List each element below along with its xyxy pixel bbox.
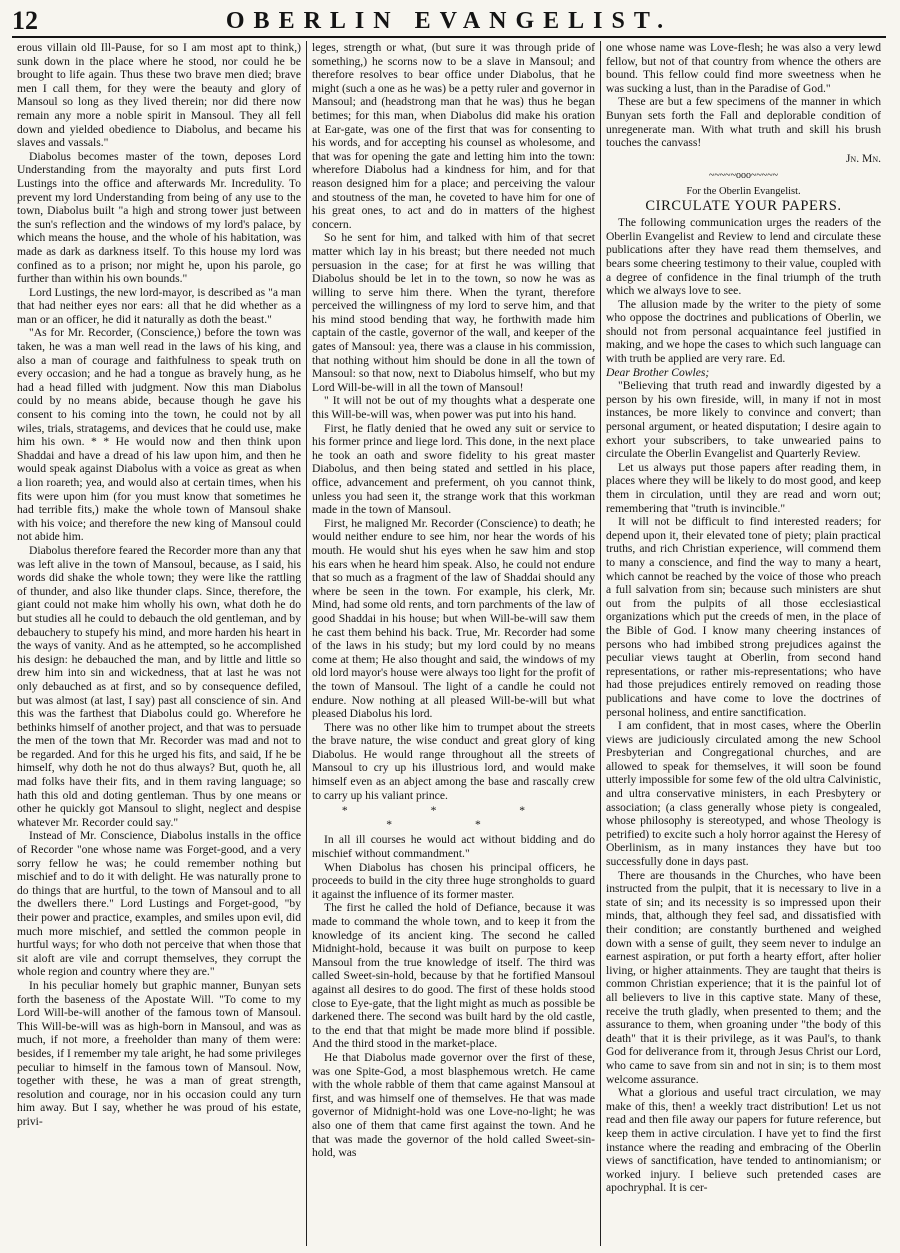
paragraph: These are but a few specimens of the manner in which Bunyan sets forth the Fall and deplorable condition of unregenerate man. With what truth and skill his brush touches the canvass!: [606, 95, 881, 150]
paragraph: Diabolus becomes master of the town, deposes Lord Understanding from the mayoralty and puts first Lord Lustings into the office and afterwards Mr. Incredulity. To prevent my lord Understanding from being of any use to the town, Diabolus built "a high and strong tower just between the sun's reflection and the windows of my lord's palace, by which means the house, and the whole of his habitation, was made as dark as darkness itself. To this house my lord was confined as to a prison; nor might he, upon his parole, go further than within his own bounds.": [17, 149, 301, 286]
paragraph: There are thousands in the Churches, who have been instructed from the pulpit, that it is necessary to live in a state of sin; and its necessity is so impressed upon their minds, that, although they feel sad, and dissatisfied with their condition; are constantly burthened and weighed down with a sense of guilt, they seem never to indulge an earnest aspiration, or put forth a hearty effort, after holier living, or higher attainments. They are taught that theirs is common Christian experience; that it is the painful lot of all believers to live in this captive state. Many of these, receive the truth gladly, when presented to them; and the assurance to them, when groaning under "the body of this death" that it is their privilege, as it was Paul's, to thank God for deliverance from it, through Jesus Christ our Lord, who came to save from sin and not in sin; is to them most welcome assurance.: [606, 868, 881, 1086]
paragraph: The first he called the hold of Defiance, because it was made to command the whole town, and to keep it from the knowledge of its ancient king. The second he called Midnight-hold, because it was built on purpose to keep Mansoul from the true knowledge of itself. The third was called Sweet-sin-hold, because by that he fortified Mansoul against all desires to do good. The first of these holds stood close to Eye-gate, that the light might as much as possible be darkened there. The second was built hard by the old castle, to the end that that might be made more blind if possible. And the third stood in the market-place.: [312, 901, 595, 1051]
paragraph: I am confident, that in most cases, where the Oberlin views are judiciously circulated among the new School Presbyterian and Congregational churches, and are allowed to speak for themselves, it will soon be found utterly impossible for some few of the old ultra Calvinistic, and ultra conservative ministers, in each Presbytery or association; (a class generally whose piety is congealed, whose philosophy is stereotyped, and whose Theology is petrified) to excite such a holy horror against the Heresy of Oberlinism, as in many instances they have but too successfully done in days past.: [606, 719, 881, 869]
paragraph: When Diabolus has chosen his principal officers, he proceeds to build in the city three huge strongholds to guard it against the influence of its former master.: [312, 860, 595, 901]
paragraph: In all ill courses he would act without bidding and do mischief without commandment.": [312, 833, 595, 861]
article-attribution: For the Oberlin Evangelist.: [686, 185, 801, 197]
paragraph: " It will not be out of my thoughts what a desperate one this Will-be-will was, when power was put into his hand.: [312, 394, 595, 422]
paragraph: Lord Lustings, the new lord-mayor, is described as "a man that had neither eyes nor ears: all that he did whether as a man or an officer, he did it naturally as doth the beast.": [17, 285, 301, 326]
letter-salutation: Dear Brother Cowles;: [606, 365, 710, 379]
paragraph: There was no other like him to trumpet about the streets the brave nature, the wise conduct and great glory of king Diabolus. He would range throughout all the streets of Mansoul to cry up his illustrious lord, and would make himself even as an abject among the base and rascally crew to carry up his valiant prince.: [312, 720, 595, 802]
paragraph: Instead of Mr. Conscience, Diabolus installs in the office of Recorder "one whose name was Forget-good, and a very sorry fellow he was; he could remember nothing but mischief and to do it with delight. He was naturally prone to do things that are hurtful, to the town of Mansoul and to all the dwellers there." Lord Lustings and Forget-good, "by their power and practice, examples, and smiles upon evil, did much more mischief, and settled the common people in hurtful ways; for who doth not perceive that when those that sit aloft are vile and corrupt themselves, they corrupt the whole region and country where they are.": [17, 829, 301, 979]
ornamental-divider: ~~~~~ooo~~~~~: [708, 170, 779, 182]
paragraph: He that Diabolus made governor over the first of these, was one Spite-God, a most blasphemous wretch. He came with the whole rabble of them that came against Mansoul at first, and was himself one of themselves. He that was made governor of Midnight-hold was one Love-no-light; he was also one of them that came first against the town. And he that was made the governor of the hold called Sweet-sin-hold, was: [312, 1050, 595, 1160]
paragraph: Diabolus therefore feared the Recorder more than any that was left alive in the town of Mansoul, because, as I said, his words did shake the whole town; they were like the rattling of thunder, and also like thunder claps. Since, therefore, the giant could not make him wholly his own, what doth he do but studies all he could to debauch the old gentleman, and by debauchery to stupefy his mind, and more harden his heart in the ways of vanity. And as he attempted, so he accomplished his design: he debauched the man, and by little and little so drew him into sin and wickedness, that at last he was not only debauched as at first, and so by consequence defiled, but was almost (at last, I say) past all conscience of sin. And this was the farthest that Diabolus could go. Wherefore he bethinks himself of another project, and that was to persuade the men of the town that Mr. Recorder was mad and not to be regarded. And for this he urged his fits, and said, If he be himself, why doth he not do thus always? But, quoth he, all mad folks have their fits, and in them raving language; so hath this old and doting gentleman. Thus by one means or other he quickly got Mansoul to slight, neglect and despise whatever Mr. Recorder could say.": [17, 543, 301, 829]
article-columns: [12, 41, 886, 1246]
paragraph: Let us always put those papers after reading them, in places where they will be likely to do most good, and keep them in circulation, until they are read and worn out; remembering that "truth is invincible.": [606, 460, 881, 515]
column-1: [12, 41, 306, 1246]
paragraph: "As for Mr. Recorder, (Conscience,) before the town was taken, he was a man well read in the laws of his king, and also a man of courage and faithfulness to speak truth on every occasion; and he had a tongue as bravely hung, as he had a head filled with judgment. Now this man Diabolus could by no means abide, because though he gave his consent to his coming into the town, he could not by all wiles, trials, stratagems, and devices that he could use, make him his own. * * He would now and then think upon Shaddai and have a dread of his law upon him, and then he would speak against Diabolus with a voice as great as when a lion roareth; yea, and would also at certain times, when his fits were upon him (for you must know that sometimes he had terrible fits,) make the whole town of Mansoul shake with his voice; and therefore the new king of Mansoul could not abide him.: [17, 326, 301, 544]
paragraph: The allusion made by the writer to the piety of some who oppose the doctrines and publications of Oberlin, we should not from personal acquaintance feel justified in making, and we hope the cases to which such language can with truth be applied are very rare. Ed.: [606, 297, 881, 366]
paragraph: leges, strength or what, (but sure it was through pride of something,) he scorns now to be a slave in Mansoul; and therefore resolves to bear office under Diabolus, that he might (such a one as he was) be a petty ruler and governor in Mansoul; and (headstrong man that he was) thus he began betimes; for this man, when Diabolus did make his oration at Ear-gate, was one of the first that was for consenting to his words, and for accepting his counsel as wholesome, and that was for opening the gate and letting him into the town: wherefore Diabolus had a kindness for him, and for that reason designed him for a place; and perceiving the valour and stoutness of the man, he coveted to have him for one of his great ones, to act and do in matters of the highest concern.: [312, 41, 595, 231]
masthead-title: OBERLIN EVANGELIST.: [225, 7, 673, 34]
page-number: 12: [12, 6, 38, 35]
column-2: [306, 41, 600, 1246]
paragraph: one whose name was Love-flesh; he was also a very lewd fellow, but not of that country from whence the others are bound. This fellow could find more sweetness when he was sucking a lust, than in the Paradise of God.": [606, 41, 881, 95]
paragraph: First, he flatly denied that he owed any suit or service to his former prince and liege lord. This done, in the next place he took an oath and swore fidelity to his great master Diabolus, and then being stated and settled in his place, office, advancement and preferment, oh you cannot think, unless you had seen it, the strange work that this workman made in the town of Mansoul.: [312, 421, 595, 517]
paragraph: It will not be difficult to find interested readers; for depend upon it, their elevated tone of piety; plain practical truths, and rich Christian experience, will commend them to many a conscience, and find the way to many a heart, which cannot be reached by the voice of those who preach a full salvation from sin; because such ministers are shut out from the pulpits of all those ecclesiastical organizations which put the creeds of men, in the place of the Bible of God. I know many cheering instances of persons who had imbibed strong prejudices against the peculiar views taught at Oberlin, from second hand representations, or rather mis-representations; who have had those prejudices entirely removed on reading those publications and have come to love the doctrines of personal holiness, and entire sanctification.: [606, 515, 881, 719]
paragraph: What a glorious and useful tract circulation, we may make of this, then! a weekly tract distribution! Let us not read and then file away our papers for future reference, but keep them in active circulation. I have yet to find the first instance where the reading and embracing of the Oberlin views of sanctification, have tended to antinomianism; or worked injury. I believe such pretended cases are apochryphal. It is cer-: [606, 1086, 881, 1195]
paragraph: "Believing that truth read and inwardly digested by a person by his own fireside, will, in many if not in most instances, be more likely to convince and convert; than personal argument, or heated disputation; I desire again to exhort your subscribers, to take unwearied pains to circulate the Oberlin Evangelist and Quarterly Review.: [606, 379, 881, 461]
paragraph: erous villain old Ill-Pause, for so I am most apt to think,) sunk down in the place where he stood, nor could he be brought to life again. Thus these two brave men died; brave men I call them, for they were the beauty and glory of Mansoul so long as they lived therein; nor did there now remain any more a noble spirit in Mansoul. They all fell down and yielded obedience to Diabolus, and became his slaves and vassals.": [17, 41, 301, 150]
author-signature: Jn. Mn.: [845, 151, 881, 165]
paragraph: The following communication urges the readers of the Oberlin Evangelist and Review to lend and circulate these publications after they have read them themselves, and bears some cheering testimony to their value, coupled with a degree of confidence in the final triumph of the truth which we always love to see.: [606, 216, 881, 298]
paragraph: So he sent for him, and talked with him of that secret matter which lay in his breast; but there needed not much persuasion in the case; for at first he was willing that Diabolus should be let in to the town, so now he was as willing to serve him there. When the tyrant, therefore perceived the willingness of my lord to serve him, and that his mind stood bending that way, he forthwith made him captain of the castle, governor of the wall, and keeper of the gates of Mansoul: yea, there was a clause in his commission, that nothing without him should be done in all the town of Mansoul: so that now, next to Diabolus himself, who but my Lord Will-be-will in all the town of Mansoul!: [312, 231, 595, 394]
paragraph: First, he maligned Mr. Recorder (Conscience) to death; he would neither endure to see him, nor hear the words of his mouth. He would shut his eyes when he saw him and stop his ears when he heard him speak. Also, he could not endure that so much as a fragment of the law of Shaddai should any where be seen in the town. For example, his clerk, Mr. Mind, had some old rents, and torn parchments of the law of good Shaddai in his house; but when Will-be-will saw them he cast them behind his back. True, Mr. Recorder had some of the laws in his study; but my lord could by no means come at them; He also thought and said, the windows of my old lord mayor's house were always too light for the profit of the town of Mansoul. The light of a candle he could not endure. Now nothing at all pleased Will-be-will but what pleased Diabolus his lord.: [312, 516, 595, 721]
paragraph: In his peculiar homely but graphic manner, Bunyan sets forth the baseness of the Apostate Will. "To come to my Lord Will-be-will another of the famous town of Mansoul. This Will-be-will was as high-born in Mansoul, and was as much, if not more, a freeholder than many of them were: besides, if I remember my tale aright, he had some privileges peculiar to himself in the famous town of Mansoul. Now, together with these, he was a man of great strength, resolution and courage, nor in his occasion could any turn him away. But I say, whether he was proud of his estate, privi-: [17, 978, 301, 1128]
page-header: [12, 6, 886, 38]
article-headline: CIRCULATE YOUR PAPERS.: [645, 197, 842, 214]
section-break-stars: * * * * *: [341, 804, 566, 831]
column-3: [600, 41, 886, 1246]
